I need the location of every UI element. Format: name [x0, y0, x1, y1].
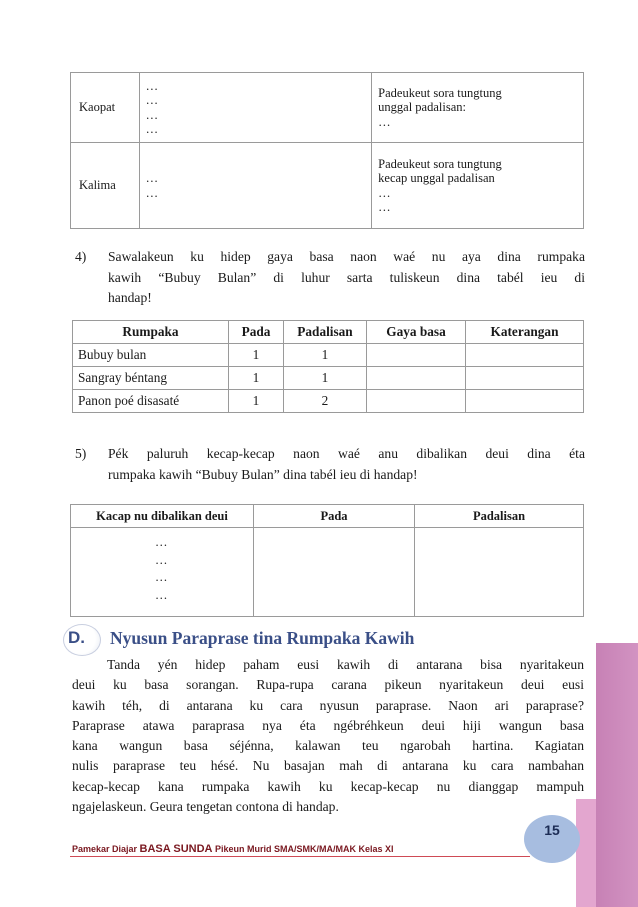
column-header: Kacap nu dibalikan deui — [71, 505, 254, 528]
table-row — [73, 390, 584, 413]
question-text: Sawalakeun ku hidep gaya basa naon waé nu aya dina rumpaka kawih “Bubuy Bulan” di luhur sarta tuliskeun dina tabél ieu di handap! — [108, 249, 585, 305]
row-label: Kaopat — [71, 73, 140, 143]
column-header: Padalisan — [415, 505, 584, 528]
section-title: Nyusun Paraprase tina Rumpaka Kawih — [110, 628, 415, 648]
table-cell — [415, 528, 584, 617]
column-header: Padalisan — [284, 321, 367, 344]
column-header: Pada — [229, 321, 284, 344]
table-cell — [466, 367, 584, 390]
table-header-row — [73, 321, 584, 344]
question-4 — [75, 247, 585, 309]
description-cell: Padeukeut sora tungtung kecap unggal padalisan … … — [372, 143, 584, 229]
column-header: Gaya basa — [367, 321, 466, 344]
table-cell: Panon poé disasaté — [73, 390, 229, 413]
table-header-row — [71, 505, 584, 528]
question-5 — [75, 444, 585, 485]
row-label: Kalima — [71, 143, 140, 229]
column-header: Rumpaka — [73, 321, 229, 344]
question-number: 5) — [75, 446, 87, 461]
table-cell: 1 — [229, 367, 284, 390]
column-header: Katerangan — [466, 321, 584, 344]
table-cell — [367, 344, 466, 367]
table-row — [73, 344, 584, 367]
table-cell — [254, 528, 415, 617]
table-cell: 1 — [284, 367, 367, 390]
question-text: Pék paluruh kecap-kecap naon waé anu dibalikan deui dina éta rumpaka kawih “Bubuy Bulan” dina tabél ieu di handap! — [108, 446, 585, 482]
table-cell: Sangray béntang — [73, 367, 229, 390]
question-number: 4) — [75, 249, 87, 264]
page-number: 15 — [544, 822, 560, 838]
side-color-bar — [596, 643, 638, 907]
footer-divider — [70, 856, 530, 857]
table-cell — [367, 390, 466, 413]
table-row — [71, 528, 584, 617]
dots-cell: … … — [139, 143, 372, 229]
description-cell: Padeukeut sora tungtung unggal padalisan: … — [372, 73, 584, 143]
rhyme-table — [70, 72, 584, 229]
rumpaka-table — [72, 320, 584, 413]
table-cell: 1 — [229, 344, 284, 367]
table-cell: 1 — [284, 344, 367, 367]
dots-cell: … … … … — [71, 528, 254, 617]
footer-text: Pamekar Diajar BASA SUNDA Pikeun Murid SMA/SMK/MA/MAK Kelas XI — [72, 843, 394, 855]
table-cell: 2 — [284, 390, 367, 413]
table-row — [71, 73, 584, 143]
section-letter: D. — [68, 628, 85, 647]
table-cell: Bubuy bulan — [73, 344, 229, 367]
table-cell — [367, 367, 466, 390]
kecap-table — [70, 504, 584, 617]
table-cell: 1 — [229, 390, 284, 413]
table-row — [71, 143, 584, 229]
column-header: Pada — [254, 505, 415, 528]
table-row — [73, 367, 584, 390]
table-cell — [466, 344, 584, 367]
side-color-strip — [576, 799, 596, 907]
section-paragraph: Tanda yén hidep paham eusi kawih di antarana bisa nyaritakeun deui ku basa sorangan. Rupa-rupa carana pikeun nyaritakeun deui eusi kawih téh, di antarana ku cara nyusun paraprase. Naon ari paraprase? Paraprase atawa paraprasa nya éta ngébréhkeun deui hiji wangun basa kana wangun basa séjénna, kalawan teu ngarobah hartina. Kagiatan nulis paraprase teu hésé. Nu basajan mah di antarana ku cara nambahan kecap-kecap kana rumpaka kawih ku kecap-kecap nu dianggap mampuh ngajelaskeun. Geura tengetan contona di handap. — [72, 657, 584, 815]
table-cell — [466, 390, 584, 413]
dots-cell: … … … … — [139, 73, 372, 143]
